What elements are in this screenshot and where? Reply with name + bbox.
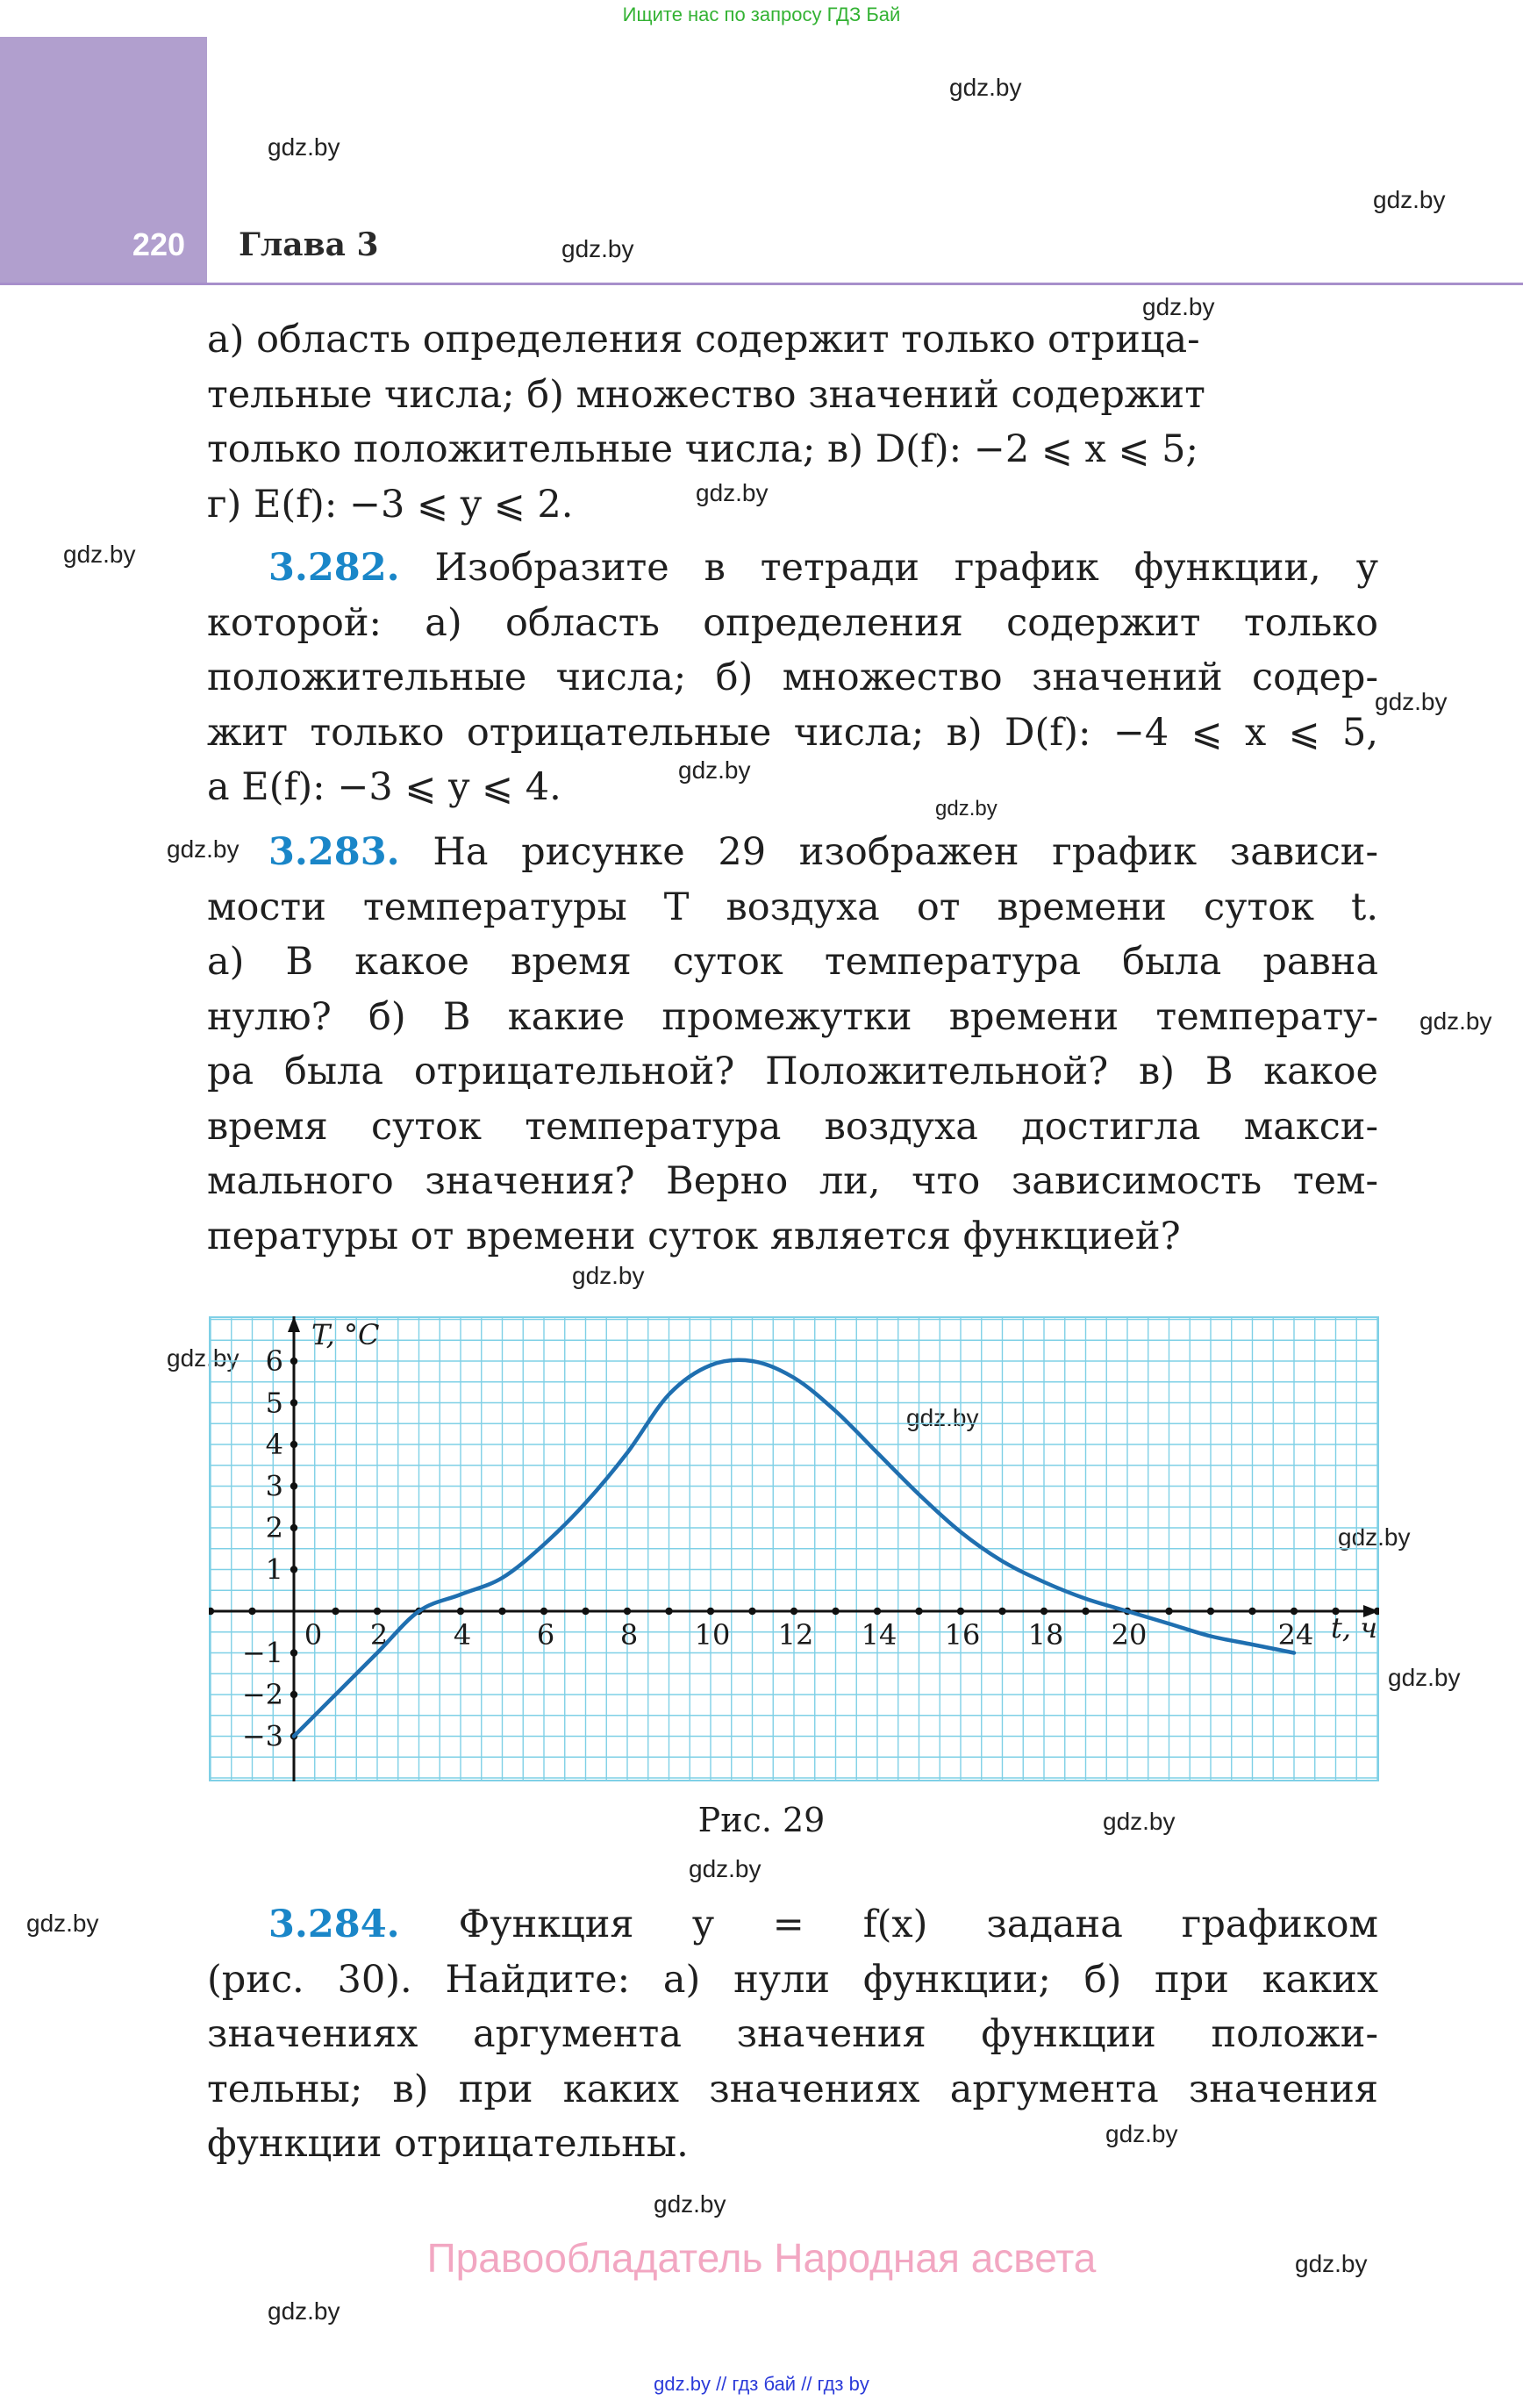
text-line: тельные числа; б) множество значений содержит (207, 372, 1205, 417)
temperature-chart (209, 1316, 1379, 1781)
watermark: gdz.by (167, 835, 240, 863)
y-tick-dot (290, 1566, 297, 1573)
text-line: тельны; в) при каких значениях аргумента значения (207, 2067, 1378, 2111)
watermark: gdz.by (1388, 1664, 1461, 1691)
exercise-number: 3.284. (268, 1903, 400, 1946)
x-tick-label: 10 (694, 1618, 731, 1652)
watermark: gdz.by (167, 1344, 240, 1372)
watermark: gdz.by (1105, 2120, 1178, 2147)
text-line: только положительные числа; в) D(f): −2 ⩽ x ⩽ 5; (207, 427, 1199, 471)
y-tick-label: 2 (265, 1511, 283, 1544)
text-line: Функция y = f(x) задана графиком (458, 1903, 1379, 1946)
exercise-3-283 (207, 825, 1378, 1264)
chapter-title: Глава 3 (239, 226, 379, 263)
x-tick-dot (332, 1608, 339, 1615)
text-line: (рис. 30). Найдите: а) нули функции; б) при каких (207, 1957, 1378, 2002)
watermark: gdz.by (678, 756, 751, 784)
x-tick-dot (498, 1608, 505, 1615)
watermark: gdz.by (1375, 688, 1448, 715)
x-tick-dot (1165, 1608, 1172, 1615)
y-tick-label: −3 (241, 1719, 283, 1753)
watermark: gdz.by (1373, 186, 1446, 213)
text-line: мального значения? Верно ли, что зависимость тем- (207, 1159, 1378, 1203)
text-line: г) E(f): −3 ⩽ y ⩽ 2. (207, 482, 574, 527)
y-tick-dot (290, 1524, 297, 1531)
x-tick-dot (915, 1608, 922, 1615)
x-tick-label: 6 (536, 1618, 555, 1652)
watermark: gdz.by (949, 74, 1022, 101)
x-tick-dot (1207, 1608, 1214, 1615)
x-tick-label: 24 (1277, 1618, 1314, 1652)
text-line: которой: а) область определения содержит только (207, 600, 1378, 645)
x-tick-label: 14 (861, 1618, 897, 1652)
x-axis-label: t, ч (1331, 1611, 1378, 1645)
x-tick-dot (707, 1608, 714, 1615)
x-tick-label: 2 (369, 1618, 389, 1652)
y-tick-dot (290, 1399, 297, 1406)
figure-caption: Рис. 29 (697, 1801, 826, 1839)
text-line: ра была отрицательной? Положительной? в) В какое (207, 1050, 1378, 1093)
exercise-number: 3.282. (268, 546, 400, 590)
x-tick-label: 4 (453, 1618, 472, 1652)
text-line: На рисунке 29 изображен график зависи- (433, 830, 1379, 874)
x-tick-label: 16 (944, 1618, 981, 1652)
x-tick-dot (1040, 1608, 1048, 1615)
y-tick-label: 3 (265, 1469, 283, 1503)
x-tick-dot (209, 1608, 214, 1615)
watermark: gdz.by (696, 479, 769, 506)
page-number: 220 (132, 226, 185, 262)
x-tick-label: 8 (619, 1618, 639, 1652)
y-tick-label: −1 (241, 1636, 283, 1670)
text-line: положительные числа; б) множество значений содер- (207, 656, 1378, 699)
text-line: а) В какое время суток температура была равна (207, 940, 1378, 984)
x-tick-dot (665, 1608, 672, 1615)
x-tick-dot (957, 1608, 964, 1615)
text-line: время суток температура воздуха достигла макси- (207, 1104, 1378, 1149)
y-tick-dot (290, 1691, 297, 1698)
header-rule (0, 283, 1523, 285)
text-line: значениях аргумента значения функции положи- (207, 2012, 1378, 2056)
x-tick-label: 0 (304, 1618, 323, 1652)
watermark: gdz.by (654, 2190, 726, 2218)
watermark: gdz.by (26, 1910, 99, 1937)
text-line: а E(f): −3 ⩽ y ⩽ 4. (207, 765, 561, 809)
y-tick-dot (290, 1441, 297, 1448)
watermark: gdz.by (63, 541, 136, 568)
y-tick-label: 1 (265, 1552, 283, 1587)
x-tick-dot (1291, 1608, 1298, 1615)
y-axis-label: T, °C (311, 1318, 380, 1351)
x-tick-dot (748, 1608, 755, 1615)
x-tick-dot (832, 1608, 839, 1615)
text-line: жит только отрицательные числа; в) D(f): −4 ⩽ x ⩽ 5, (207, 710, 1378, 755)
exercise-3-282 (207, 541, 1378, 815)
x-tick-dot (457, 1608, 464, 1615)
x-tick-dot (998, 1608, 1005, 1615)
text-line: мости температуры T воздуха от времени суток t. (207, 885, 1378, 929)
exercise-3-281-continuation (207, 312, 1378, 532)
x-tick-label: 12 (777, 1618, 814, 1652)
y-tick-label: 6 (265, 1344, 283, 1378)
y-axis-arrow (288, 1316, 300, 1332)
watermark: gdz.by (689, 1855, 762, 1882)
top-note: Ищите нас по запросу ГДЗ Бай (622, 4, 901, 25)
x-tick-dot (1248, 1608, 1255, 1615)
exercise-number: 3.283. (268, 830, 400, 874)
x-tick-dot (624, 1608, 631, 1615)
watermark: gdz.by (906, 1404, 979, 1431)
x-tick-dot (248, 1608, 255, 1615)
x-tick-dot (874, 1608, 881, 1615)
footer-links: gdz.by // гдз бай // гдз by (654, 2373, 869, 2395)
text-line: Изобразите в тетради график функции, у (434, 546, 1378, 590)
y-tick-dot (290, 1482, 297, 1489)
text-line: пературы от времени суток является функцией? (207, 1214, 1181, 1258)
watermark: gdz.by (1338, 1523, 1411, 1551)
y-tick-label: 4 (265, 1428, 283, 1461)
x-tick-label: 20 (1111, 1618, 1148, 1652)
y-tick-label: −2 (241, 1678, 283, 1711)
x-tick-dot (374, 1608, 381, 1615)
x-tick-dot (540, 1608, 547, 1615)
x-tick-label: 18 (1027, 1618, 1064, 1652)
y-tick-label: 5 (265, 1386, 283, 1420)
watermark: gdz.by (268, 2297, 340, 2325)
text-line: а) область определения содержит только отрица- (207, 318, 1200, 362)
x-tick-dot (790, 1608, 797, 1615)
watermark: gdz.by (1103, 1808, 1176, 1835)
watermark: gdz.by (935, 797, 997, 821)
y-tick-dot (290, 1358, 297, 1365)
x-tick-dot (582, 1608, 589, 1615)
watermark: gdz.by (268, 133, 340, 161)
copyright-owner-note: Правообладатель Народная асвета (426, 2235, 1097, 2281)
text-line: функции отрицательны. (207, 2122, 689, 2166)
x-tick-dot (1082, 1608, 1089, 1615)
watermark: gdz.by (1142, 293, 1215, 320)
text-line: нулю? б) В какие промежутки времени температу- (207, 994, 1378, 1039)
watermark: gdz.by (1295, 2250, 1368, 2277)
watermark: gdz.by (1419, 1007, 1492, 1035)
watermark: gdz.by (561, 235, 634, 262)
exercise-3-284 (207, 1897, 1378, 2172)
y-tick-dot (290, 1649, 297, 1656)
watermark: gdz.by (572, 1262, 645, 1289)
